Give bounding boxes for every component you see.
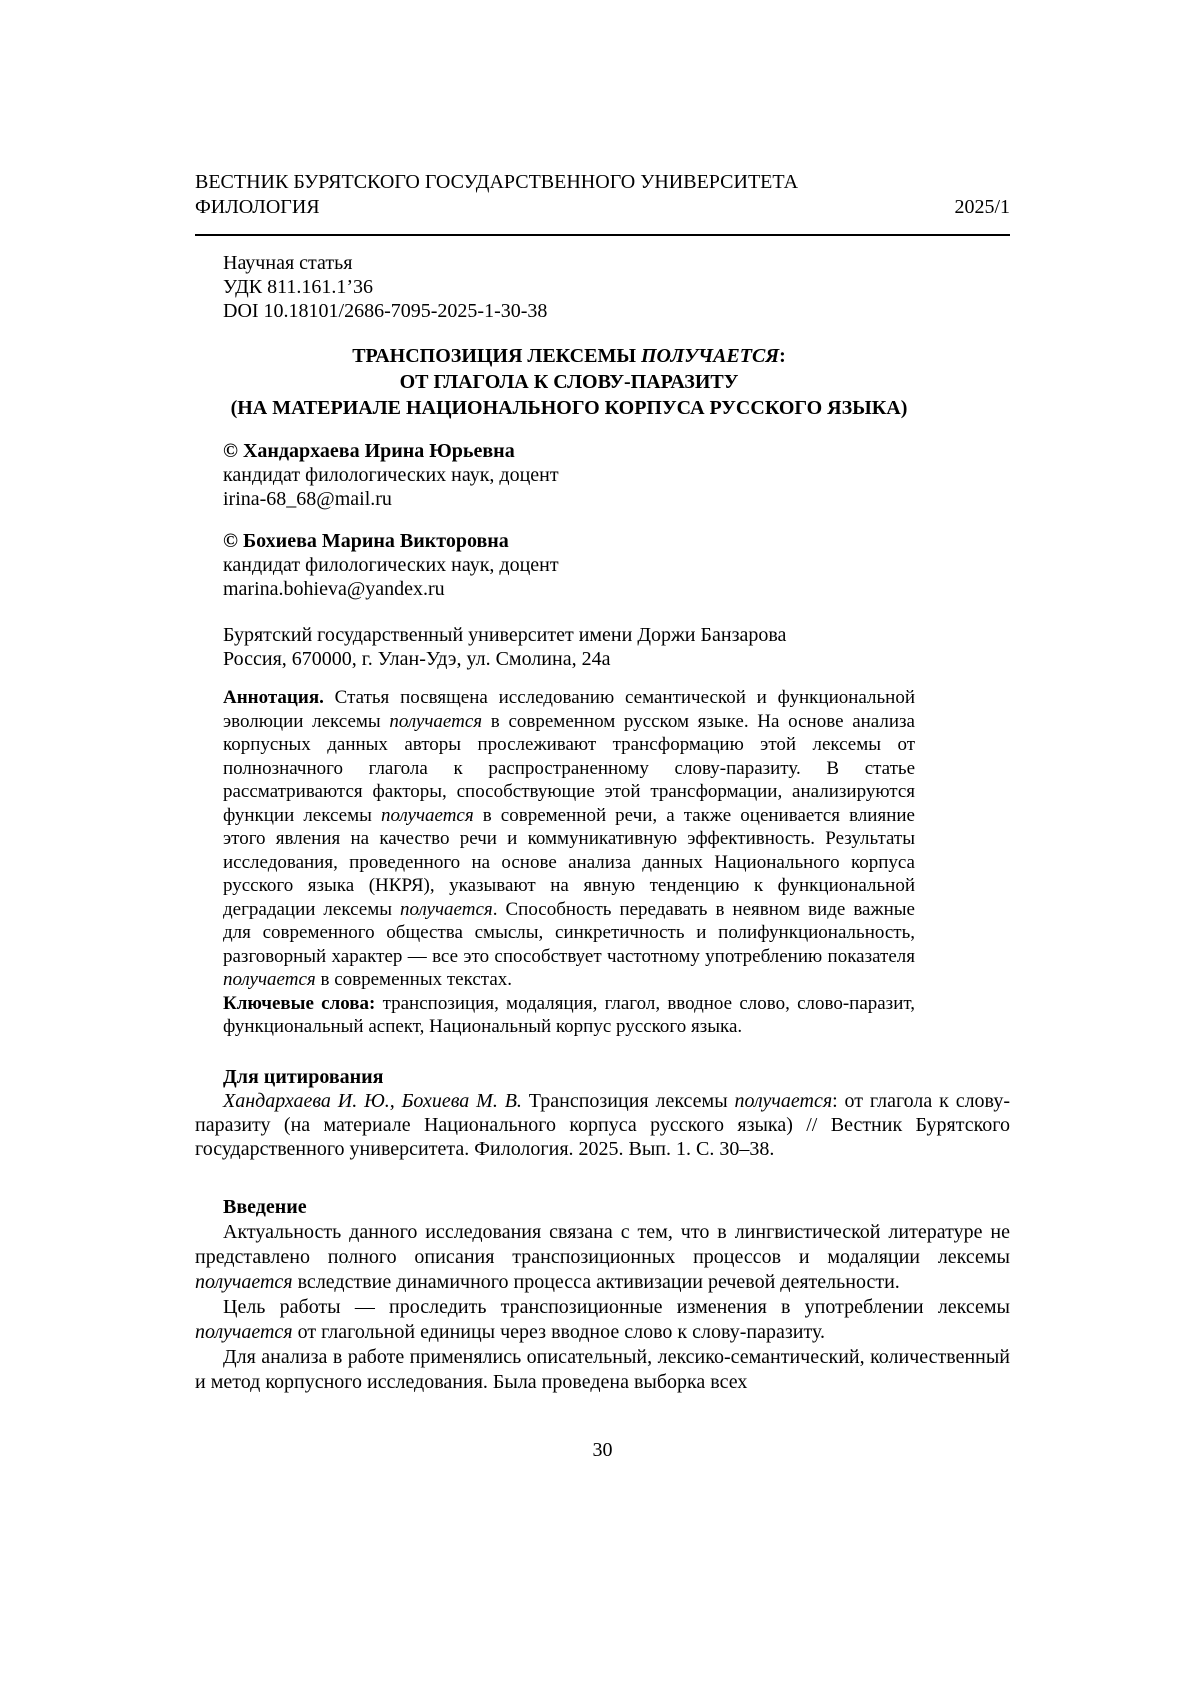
affiliation-address: Россия, 670000, г. Улан-Удэ, ул. Смолина, 24а [223, 648, 611, 670]
article-type: Научная статья [223, 252, 353, 274]
introduction-paragraph: Актуальность данного исследования связана с тем, что в лингвистической литературе не представлено полного описания транспозиционных процессов и модаляции лексемы получается вследствие динамичного процесса активизации речевой деятельности. [195, 1220, 1010, 1293]
citation-heading: Для цитирования [223, 1065, 384, 1088]
article-title-line1: ТРАНСПОЗИЦИЯ ЛЕКСЕМЫ ПОЛУЧАЕТСЯ: [352, 345, 786, 367]
introduction-section [195, 1195, 1010, 1395]
affiliation-university: Бурятский государственный университет имени Доржи Банзарова [223, 624, 787, 646]
author-block [223, 439, 915, 511]
front-matter [223, 251, 915, 1039]
issue-number: 2025/1 [954, 196, 1010, 218]
page-number: 30 [592, 1438, 613, 1461]
author-name: © Хандархаева Ирина Юрьевна [223, 440, 515, 462]
abstract: Аннотация. Статья посвящена исследованию семантической и функциональной эволюции лексемы получается в современном русском языке. На основе анализа корпусных данных авторы прослеживают трансформацию этой лексемы от полнозначного глагола к распространенному слову-паразиту. В статье рассматриваются факторы, способствующие этой трансформации, анализируются функции лексемы получается в современной речи, а также оценивается влияние этого явления на качество речи и коммуникативную эффективность. Результаты исследования, проведенного на основе анализа данных Национального корпуса русского языка (НКРЯ), указывают на явную тенденцию к функциональной деградации лексемы получается. Способность передавать в неявном виде важные для современного общества смыслы, синкретичность и полифункциональность, разговорный характер — все это способствует частотному употреблению показателя получается в современных текстах. [223, 687, 915, 990]
author-degree: кандидат филологических наук, доцент [223, 464, 559, 486]
introduction-paragraph: Для анализа в работе применялись описательный, лексико-семантический, количественный и метод корпусного исследования. Была проведена выборка всех [195, 1345, 1010, 1393]
citation-text: Хандархаева И. Ю., Бохиева М. В. Транспозиция лексемы получается: от глагола к слову-паразиту (на материале Национального корпуса русского языка) // Вестник Бурятского государственного университета. Филология. 2025. Вып. 1. С. 30–38. [195, 1089, 1010, 1160]
udk-code: УДК 811.161.1’36 [223, 276, 374, 298]
introduction-paragraph: Цель работы — проследить транспозиционные изменения в употреблении лексемы получается от глагольной единицы через вводное слово к слову-паразиту. [195, 1295, 1010, 1343]
citation-section [195, 1065, 1010, 1161]
journal-title: ВЕСТНИК БУРЯТСКОГО ГОСУДАРСТВЕННОГО УНИВЕРСИТЕТА ФИЛОЛОГИЯ [195, 171, 799, 218]
author-degree: кандидат филологических наук, доцент [223, 554, 559, 576]
affiliation [223, 623, 915, 671]
article-title [223, 343, 915, 421]
running-header [195, 170, 1010, 220]
doi: DOI 10.18101/2686-7095-2025-1-30-38 [223, 300, 548, 322]
author-email: marina.bohieva@yandex.ru [223, 578, 445, 600]
article-title-line3: (НА МАТЕРИАЛЕ НАЦИОНАЛЬНОГО КОРПУСА РУССКОГО ЯЗЫКА) [230, 397, 908, 419]
author-block [223, 529, 915, 601]
keywords: Ключевые слова: транспозиция, модаляция, глагол, вводное слово, слово-паразит, функциональный аспект, Национальный корпус русского языка. [223, 992, 915, 1037]
header-divider [195, 234, 1010, 236]
section-heading-introduction: Введение [223, 1195, 307, 1218]
author-name: © Бохиева Марина Викторовна [223, 530, 509, 552]
article-meta [223, 251, 915, 323]
author-email: irina-68_68@mail.ru [223, 488, 392, 510]
article-title-line2: ОТ ГЛАГОЛА К СЛОВУ-ПАРАЗИТУ [399, 371, 739, 393]
